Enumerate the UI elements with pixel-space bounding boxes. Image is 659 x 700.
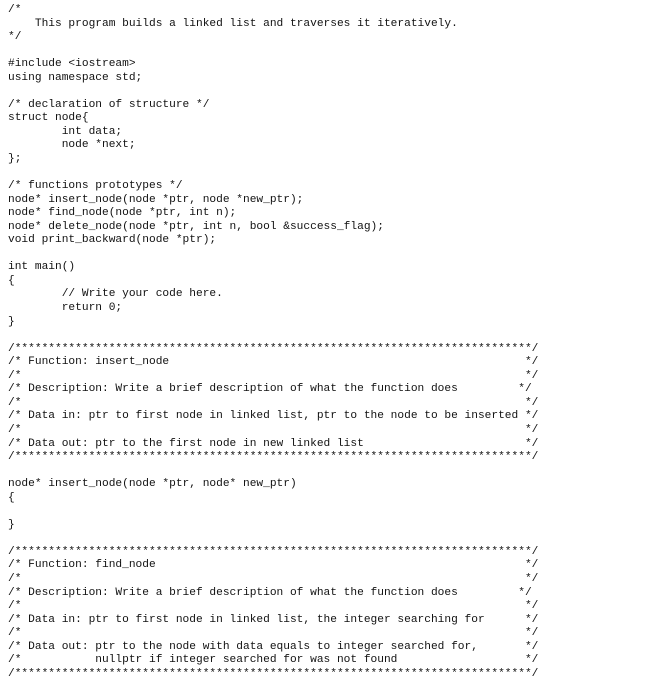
code-line: node *next; [8,139,136,152]
code-line: /* */ [8,423,539,436]
code-line: /* */ [8,369,539,382]
code-line: node* find_node(node *ptr, int n); [8,207,237,220]
code-line [8,505,538,519]
code-line: /* Description: Write a brief description of what the function does */ [8,586,532,599]
code-line [8,329,538,343]
code-line: node* delete_node(node *ptr, int n, bool &success_flag); [8,220,384,233]
code-line: /* */ [8,600,539,613]
code-line: // Write your code here. [8,288,223,301]
code-line [8,45,538,59]
code-line: return 0; [8,302,123,315]
code-line: /* Data in: ptr to first node in linked list, the integer searching for */ [8,613,539,626]
code-line: /* Function: insert_node */ [8,356,539,369]
code-line: #include <iostream> [8,58,136,71]
code-line: /* functions prototypes */ [8,180,183,193]
code-line: node* insert_node(node *ptr, node *new_ptr); [8,193,304,206]
code-line: /*****************************************************************************/ [8,545,539,558]
code-line: /* */ [8,627,539,640]
code-line: /* declaration of structure */ [8,98,210,111]
code-line: } [8,315,15,328]
code-line: /* nullptr if integer searched for was not found */ [8,654,539,667]
code-line: using namespace std; [8,71,143,84]
code-line [8,167,538,181]
code-line: /* Data out: ptr to the node with data equals to integer searched for, */ [8,640,539,653]
code-line: /* Data out: ptr to the first node in new linked list */ [8,437,539,450]
code-line: void print_backward(node *ptr); [8,234,217,247]
code-line: /* [8,4,22,16]
code-line: { [8,491,15,504]
code-line [8,85,538,99]
code-line: int main() [8,261,76,274]
code-line: node* insert_node(node *ptr, node* new_ptr) [8,478,297,491]
code-line: } [8,518,15,531]
code-line: /* Description: Write a brief description of what the function does */ [8,383,532,396]
code-line: struct node{ [8,112,89,125]
code-line: }; [8,153,22,166]
code-line: /* */ [8,572,539,585]
code-line: /*****************************************************************************/ [8,342,539,355]
code-listing [8,4,538,681]
code-line: This program builds a linked list and traverses it iteratively. [8,17,458,30]
code-line [8,248,538,262]
code-line [8,465,538,479]
code-line: /*****************************************************************************/ [8,451,539,464]
code-line: /*****************************************************************************/ [8,667,539,680]
code-line: */ [8,31,22,44]
code-line: /* Function: find_node */ [8,559,539,572]
code-line: /* Data in: ptr to first node in linked list, ptr to the node to be inserted */ [8,410,539,423]
code-line: /* */ [8,396,539,409]
code-line: int data; [8,125,123,138]
code-line [8,532,538,546]
code-line: { [8,274,15,287]
